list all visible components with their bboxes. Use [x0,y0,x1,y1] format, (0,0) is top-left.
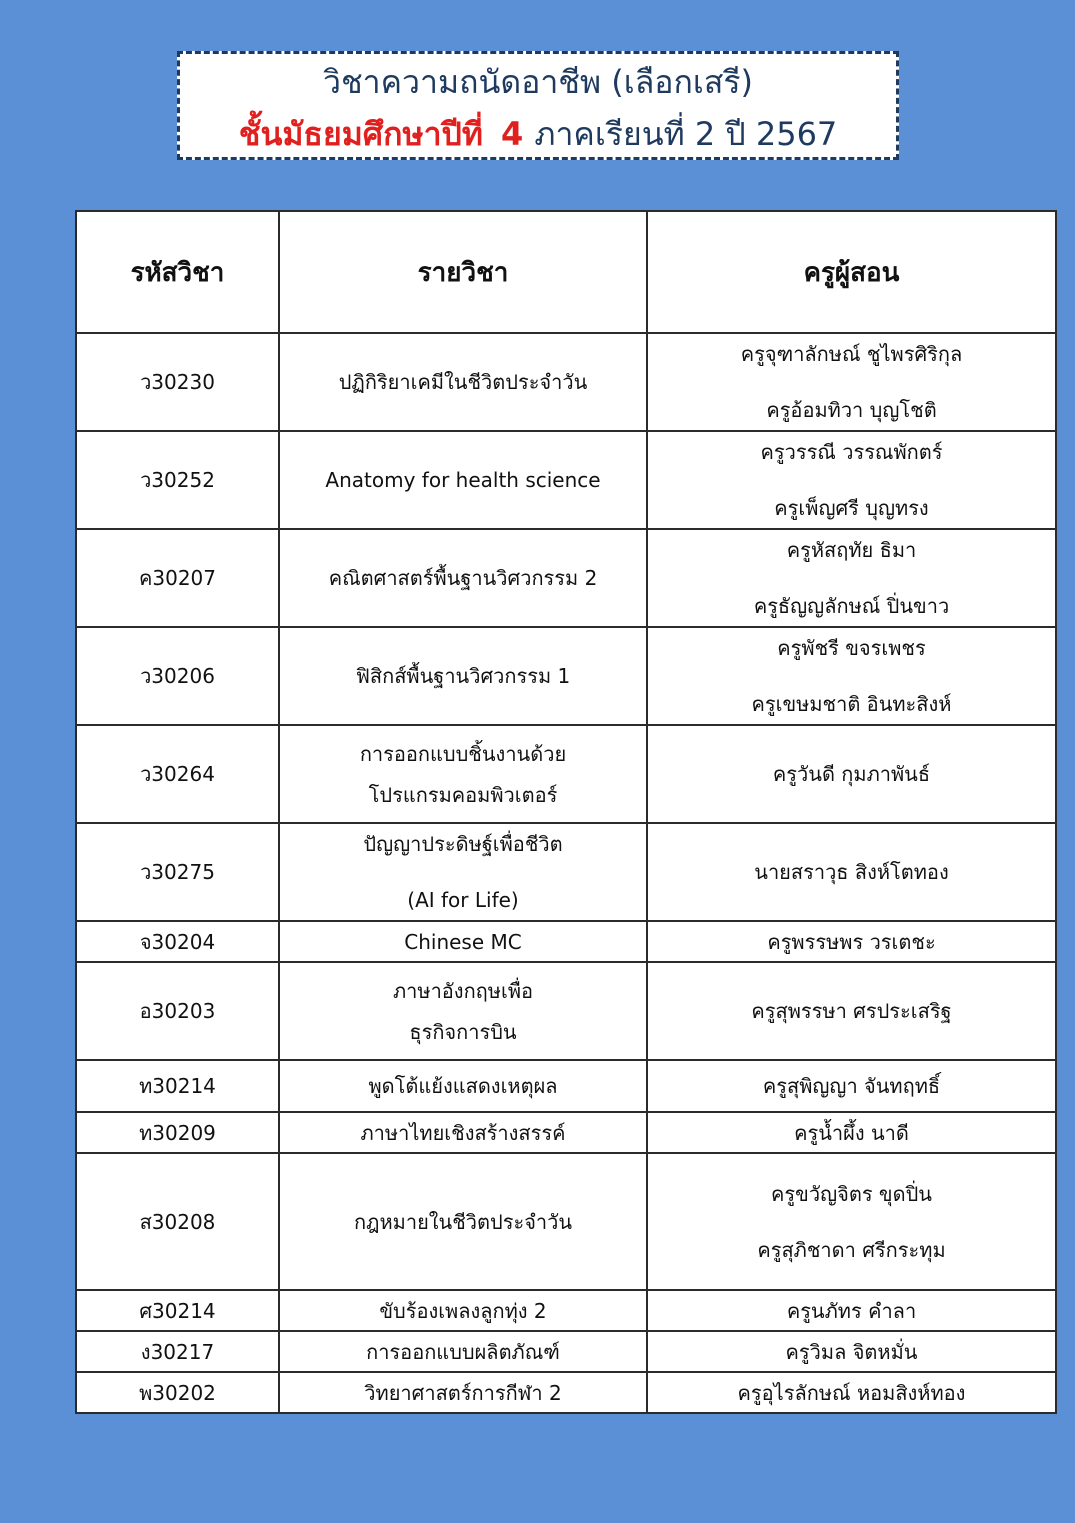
course-code: ว30264 [76,725,279,823]
table-row [76,1060,1056,1112]
teacher-name: ครูเพ็ญศรี บุญทรง [774,496,929,520]
course-subject [279,1112,647,1153]
table-header-row [76,211,1056,333]
course-teachers [647,1290,1056,1331]
teacher-name: ครูพัชรี ขจรเพชร [777,636,926,660]
table-row [76,921,1056,962]
teacher-name: ครูเขษมชาติ อินทะสิงห์ [751,692,952,716]
level-number: 4 [500,115,524,153]
course-code: ค30207 [76,529,279,627]
teacher-name: ครูอุไรลักษณ์ หอมสิงห์ทอง [737,1380,966,1405]
subject-line: คณิตศาสตร์พื้นฐานวิศวกรรม 2 [328,566,598,590]
course-teachers [647,1060,1056,1112]
table-row [76,1112,1056,1153]
course-code: ว30230 [76,333,279,431]
subject-line: (AI for Life) [407,888,519,912]
teacher-name: ครูวิมล จิตหมั่น [785,1339,918,1364]
teacher-name: ครูน้ำผึ้ง นาดี [794,1120,909,1145]
course-teachers [647,1372,1056,1413]
course-subject [279,921,647,962]
table-row [76,1331,1056,1372]
teacher-name: ครูวรรณี วรรณพักตร์ [760,440,943,464]
course-code: ง30217 [76,1331,279,1372]
teacher-name: ครูวันดี กุมภาพันธ์ [772,762,931,786]
course-subject [279,1372,647,1413]
course-teachers [647,333,1056,431]
course-code: ว30206 [76,627,279,725]
course-subject [279,1153,647,1290]
column-header-subject: รายวิชา [279,211,647,333]
table-row [76,333,1056,431]
subject-line: การออกแบบผลิตภัณฑ์ [366,1339,560,1364]
subject-line: Anatomy for health science [325,468,601,492]
teacher-name: นายสราวุธ สิงห์โตทอง [754,860,949,884]
subject-line: ปฏิกิริยาเคมีในชีวิตประจำวัน [338,370,588,394]
course-subject [279,529,647,627]
teacher-name: ครูนภัทร คำลา [786,1298,917,1323]
course-code: ส30208 [76,1153,279,1290]
subject-line: โปรแกรมคอมพิวเตอร์ [368,782,558,807]
course-teachers [647,1331,1056,1372]
table-row [76,823,1056,921]
subject-line: ภาษาอังกฤษเพื่อ [392,978,534,1003]
table-row [76,1153,1056,1290]
course-code: พ30202 [76,1372,279,1413]
course-teachers [647,529,1056,627]
title-box [177,51,899,160]
course-teachers [647,1112,1056,1153]
course-code: ว30252 [76,431,279,529]
course-code: ท30214 [76,1060,279,1112]
table-row [76,1372,1056,1413]
table-row [76,725,1056,823]
subject-line: Chinese MC [404,929,522,954]
teacher-name: ครูสุพิญญา จันทฤทธิ์ [762,1074,941,1098]
subject-line: กฎหมายในชีวิตประจำวัน [353,1209,573,1234]
course-subject [279,333,647,431]
table-row [76,431,1056,529]
column-header-teacher: ครูผู้สอน [647,211,1056,333]
term-label: ภาคเรียนที่ 2 ปี 2567 [534,115,838,153]
course-code: ท30209 [76,1112,279,1153]
subject-line: วิทยาศาสตร์การกีฬา 2 [364,1380,562,1405]
course-subject [279,1290,647,1331]
course-subject [279,725,647,823]
course-code: จ30204 [76,921,279,962]
level-label: ชั้นมัธยมศึกษาปีที่ [238,115,483,153]
course-teachers [647,1153,1056,1290]
schedule-table [75,210,1057,1414]
course-teachers [647,962,1056,1060]
subject-line: ฟิสิกส์พื้นฐานวิศวกรรม 1 [355,664,571,688]
table-row [76,962,1056,1060]
table-row [76,627,1056,725]
course-teachers [647,431,1056,529]
teacher-name: ครูธัญญลักษณ์ ปิ่นขาว [753,594,950,618]
course-subject [279,431,647,529]
subject-line: ขับร้องเพลงลูกทุ่ง 2 [379,1298,547,1323]
table-row [76,1290,1056,1331]
teacher-name: ครูพรรษพร วรเตชะ [767,929,936,954]
course-subject [279,1060,647,1112]
course-subject [279,962,647,1060]
teacher-name: ครูสุภิชาดา ศรีกระทุม [757,1237,946,1262]
teacher-name: ครูจุฑาลักษณ์ ชูไพรศิริกุล [740,342,963,366]
subject-line: ปัญญาประดิษฐ์เพื่อชีวิต [363,832,563,856]
course-code: ว30275 [76,823,279,921]
course-teachers [647,725,1056,823]
page-title: วิชาความถนัดอาชีพ (เลือกเสรี) [322,63,754,101]
page-subtitle [180,114,896,154]
subject-line: การออกแบบชิ้นงานด้วย [359,741,567,766]
table-row [76,529,1056,627]
course-code: ศ30214 [76,1290,279,1331]
course-code: อ30203 [76,962,279,1060]
subject-line: ธุรกิจการบิน [409,1019,517,1044]
course-teachers [647,921,1056,962]
teacher-name: ครูขวัญจิตร ขุดปิ่น [771,1181,932,1206]
subject-line: ภาษาไทยเชิงสร้างสรรค์ [360,1120,566,1145]
course-subject [279,823,647,921]
subject-line: พูดโต้แย้งแสดงเหตุผล [368,1074,558,1098]
column-header-code: รหัสวิชา [76,211,279,333]
teacher-name: ครูอ้อมทิวา บุญโชติ [766,398,937,422]
teacher-name: ครูสุพรรษา ศรประเสริฐ [751,999,952,1023]
course-subject [279,1331,647,1372]
course-teachers [647,627,1056,725]
teacher-name: ครูหัสฤทัย ธิมา [786,538,917,562]
course-subject [279,627,647,725]
course-teachers [647,823,1056,921]
